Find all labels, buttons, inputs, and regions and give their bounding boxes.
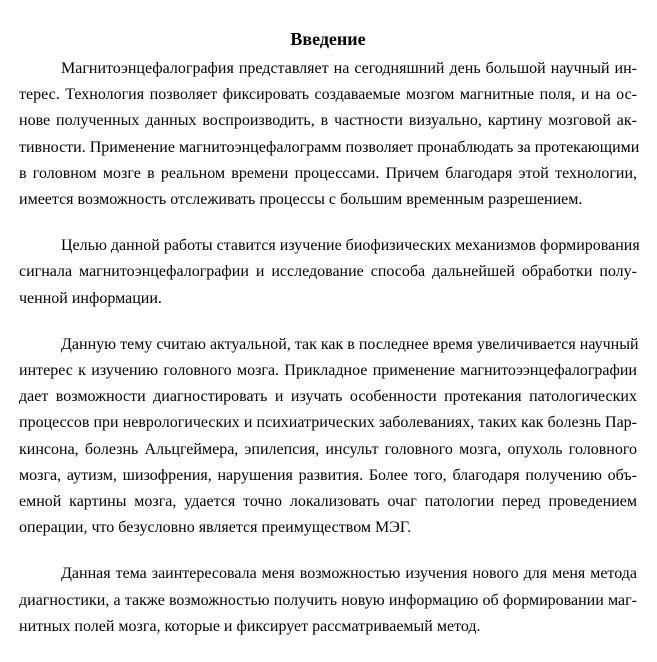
- paragraph-line: дает возможности диагностировать и изучать особенности протекания патологических: [19, 388, 637, 406]
- paragraph-line: терес. Технология позволяет фиксировать создаваемые мозгом магнитные поля, и на ос-: [19, 86, 637, 104]
- paragraph-line: Данная тема заинтересовала меня возможностью изучения нового для меня метода: [61, 565, 637, 583]
- paragraph-line: ченной информации.: [19, 289, 162, 307]
- paragraph-line: емной картины мозга, удается точно локализовать очаг патологии перед проведением: [19, 493, 637, 511]
- paragraph-line: процессов при неврологических и психиатрических заболеваниях, таких как болезнь Пар-: [19, 414, 637, 432]
- paragraph-line: нитных полей мозга, которые и фиксирует рассматриваемый метод.: [19, 617, 481, 635]
- paragraph-line: нове полученных данных воспроизводить, в частности визуально, картину мозговой ак-: [19, 112, 637, 130]
- paragraph-line: Магнитоэнцефалография представляет на сегодняшний день большой научный ин-: [61, 60, 637, 77]
- paragraph-relevance: [19, 332, 637, 542]
- paragraph-line: в головном мозге в реальном времени процессами. Причем благодаря этой технологии,: [19, 164, 637, 182]
- paragraph-line: тивности. Применение магнитоэнцефалограмм позволяет пронаблюдать за протекающими: [19, 138, 640, 156]
- paragraph-motivation: [19, 561, 637, 640]
- paragraph-line: Данную тему считаю актуальной, так как в последнее время увеличивается научный: [61, 335, 639, 353]
- paragraph-goal: [19, 233, 640, 312]
- document-title: Введение: [290, 29, 366, 49]
- paragraph-line: операции, что безусловно является преимуществом МЭГ.: [19, 519, 412, 537]
- paragraph-line: интерес к изучению головного мозга. Прикладное применение магнитоээнцефалографии: [19, 362, 637, 380]
- paragraph-line: кинсона, болезнь Альцгеймера, эпилепсия, инсульт головного мозга, опухоль головного: [19, 440, 637, 458]
- paragraph-line: мозга, аутизм, шизофрения, нарушения развития. Более того, благодаря получению объ-: [19, 466, 637, 484]
- paragraph-line: Целью данной работы ставится изучение биофизических механизмов формирования: [61, 237, 640, 255]
- paragraph-line: сигнала магнитоэнцефалографии и исследование способа дальнейшей обработки полу-: [19, 263, 637, 281]
- paragraph-intro: [19, 56, 640, 213]
- paragraph-line: имеется возможность отслеживать процессы с большим временным разрешением.: [19, 191, 583, 209]
- paragraph-line: диагностики, а также возможностью получить новую информацию об формировании маг-: [19, 591, 637, 609]
